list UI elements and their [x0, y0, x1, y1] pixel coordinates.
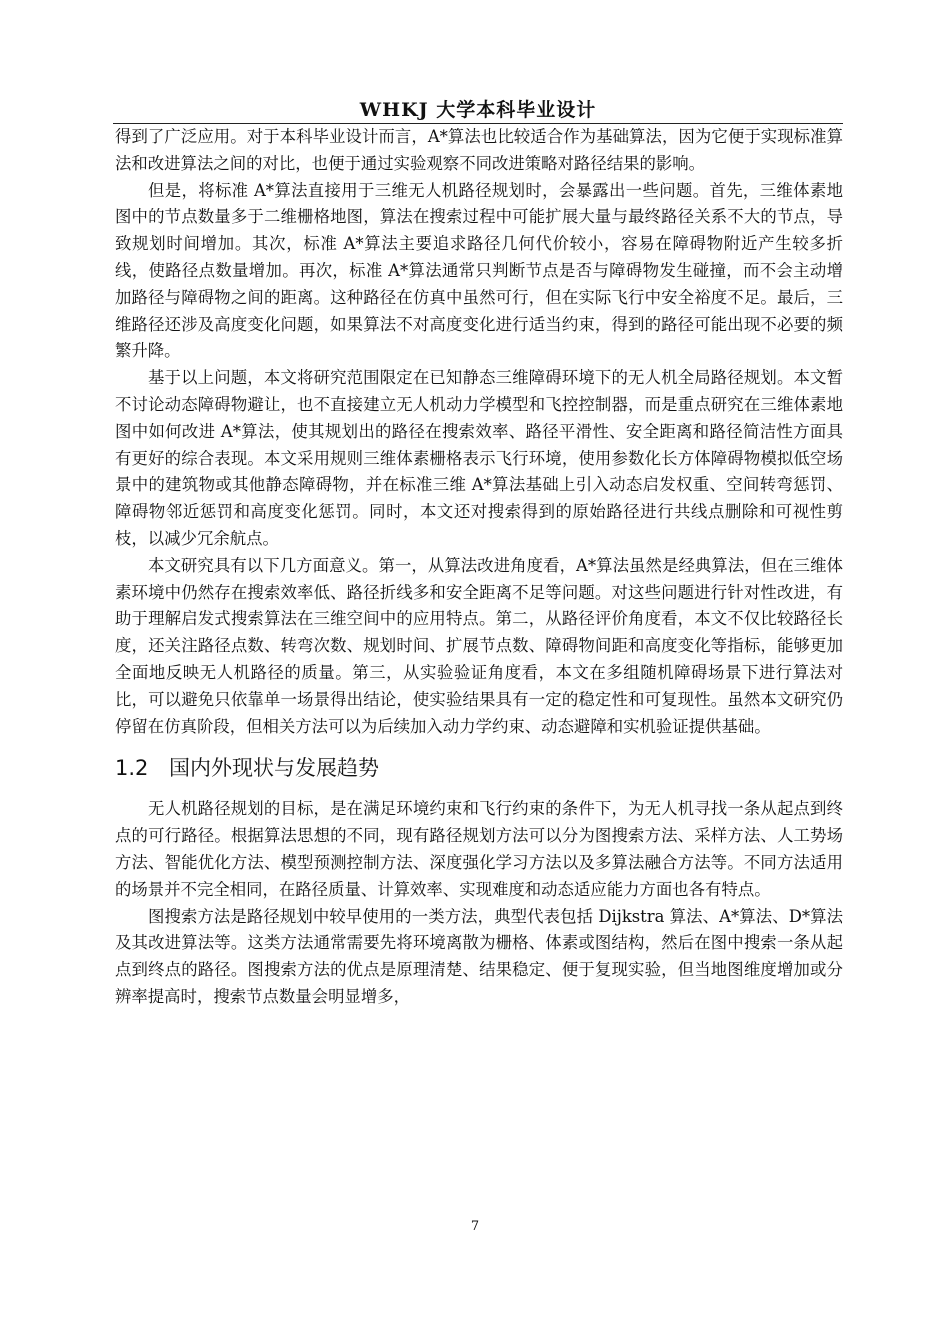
- page-number: 7: [470, 1219, 480, 1234]
- section-title: 国内外现状与发展趋势: [169, 756, 379, 781]
- paragraph: 但是，将标准 A*算法直接用于三维无人机路径规划时，会暴露出一些问题。首先，三维体素地图中的节点数量多于二维栅格地图，算法在搜索过程中可能扩展大量与最终路径关系不大的节点，导致规划时间增加。其次，标准 A*算法主要追求路径几何代价较小，容易在障碍物附近产生较多折线，使路径点数量增加。再次，标准 A*算法通常只判断节点是否与障碍物发生碰撞，而不会主动增加路径与障碍物之间的距离。这种路径在仿真中虽然可行，但在实际飞行中安全裕度不足。最后，三维路径还涉及高度变化问题，如果算法不对高度变化进行适当约束，得到的路径可能出现不必要的频繁升降。: [115, 180, 843, 361]
- paragraph: 无人机路径规划的目标，是在满足环境约束和飞行约束的条件下，为无人机寻找一条从起点到终点的可行路径。根据算法思想的不同，现有路径规划方法可以分为图搜索方法、采样方法、人工势场方法、智能优化方法、模型预测控制方法、深度强化学习方法以及多算法融合方法等。不同方法适用的场景并不完全相同，在路径质量、计算效率、实现难度和动态适应能力方面也各有特点。: [115, 799, 843, 899]
- body-text: [115, 124, 843, 1011]
- section-number: 1.2: [115, 756, 149, 781]
- paragraph: 本文研究具有以下几方面意义。第一，从算法改进角度看，A*算法虽然是经典算法，但在三维体素环境中仍然存在搜索效率低、路径折线多和安全距离不足等问题。对这些问题进行针对性改进，有助于理解启发式搜索算法在三维空间中的应用特点。第二，从路径评价角度看，本文不仅比较路径长度，还关注路径点数、转弯次数、规划时间、扩展节点数、障碍物间距和高度变化等指标，能够更加全面地反映无人机路径的质量。第三，从实验验证角度看，本文在多组随机障碍场景下进行算法对比，可以避免只依靠单一场景得出结论，使实验结果具有一定的稳定性和可复现性。虽然本文研究仍停留在仿真阶段，但相关方法可以为后续加入动力学约束、动态避障和实机验证提供基础。: [115, 555, 843, 736]
- paragraph: 图搜索方法是路径规划中较早使用的一类方法，典型代表包括 Dijkstra 算法、A*算法、D*算法及其改进算法等。这类方法通常需要先将环境离散为栅格、体素或图结构，然后在图中搜索一条从起点到终点的路径。图搜索方法的优点是原理清楚、结果稳定、便于复现实验，但当地图维度增加或分辨率提高时，搜索节点数量会明显增多，: [115, 906, 843, 1006]
- paragraph-continued: 得到了广泛应用。对于本科毕业设计而言，A*算法也比较适合作为基础算法，因为它便于实现标准算法和改进算法之间的对比，也便于通过实验观察不同改进策略对路径结果的影响。: [115, 127, 843, 173]
- paragraph: 基于以上问题，本文将研究范围限定在已知静态三维障碍环境下的无人机全局路径规划。本文暂不讨论动态障碍物避让，也不直接建立无人机动力学模型和飞控控制器，而是重点研究在三维体素地图中如何改进 A*算法，使其规划出的路径在搜索效率、路径平滑性、安全距离和路径简洁性方面具有更好的综合表现。本文采用规则三维体素栅格表示飞行环境，使用参数化长方体障碍物模拟低空场景中的建筑物或其他静态障碍物，并在标准三维 A*算法基础上引入动态启发权重、空间转弯惩罚、障碍物邻近惩罚和高度变化惩罚。同时，本文还对搜索得到的原始路径进行共线点删除和可视性剪枝，以减少冗余航点。: [115, 368, 843, 548]
- section-heading: [115, 754, 843, 782]
- page-header-title: WHKJ 大学本科毕业设计: [359, 99, 597, 121]
